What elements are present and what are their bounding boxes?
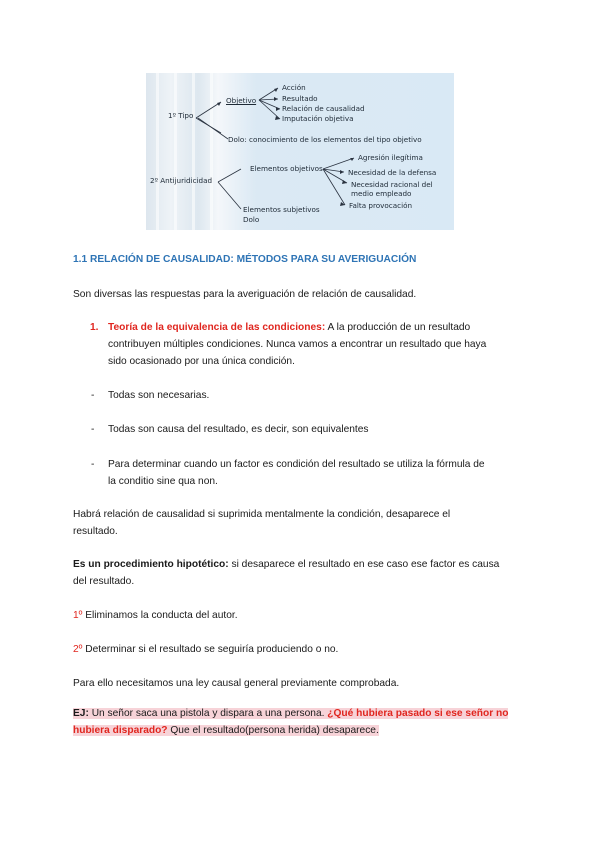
item-number: 1. bbox=[90, 322, 99, 333]
example-answer: Que el resultado(persona herida) desaparece. bbox=[167, 725, 379, 736]
label-resultado: Resultado bbox=[282, 94, 318, 103]
paragraph-line: resultado. bbox=[73, 526, 118, 537]
bullet-item: Para determinar cuando un factor es condición del resultado se utiliza la fórmula de bbox=[108, 459, 485, 470]
label-necesidad-racional: Necesidad racional del bbox=[351, 180, 433, 189]
theory-of-crime-diagram bbox=[146, 73, 454, 230]
item1-line2: contribuyen múltiples condiciones. Nunca vamos a encontrar un resultado que haya bbox=[108, 339, 487, 350]
step-text: Eliminamos la conducta del autor. bbox=[82, 610, 238, 621]
label-elementos-subjetivos: Elementos subjetivos bbox=[243, 205, 320, 214]
paragraph-line: Para ello necesitamos una ley causal general previamente comprobada. bbox=[73, 678, 400, 689]
item1-title: Teoría de la equivalencia de las condiciones: bbox=[108, 322, 326, 333]
label-dolo: Dolo bbox=[243, 215, 260, 224]
bullet-item-continued: la conditio sine qua non. bbox=[108, 476, 218, 487]
label-elementos-objetivos: Elementos objetivos bbox=[250, 164, 323, 173]
label-tipo1: 1º Tipo bbox=[168, 111, 194, 120]
example-question: hubiera disparado? bbox=[73, 725, 168, 736]
intro-paragraph: Son diversas las respuestas para la averiguación de relación de causalidad. bbox=[73, 289, 417, 300]
label-dolo-conocimiento: Dolo: conocimiento de los elementos del tipo objetivo bbox=[228, 135, 422, 144]
step-2 bbox=[73, 642, 338, 658]
bullet-item: Todas son necesarias. bbox=[108, 390, 210, 401]
step-1 bbox=[73, 608, 238, 624]
item1-line1 bbox=[108, 320, 470, 336]
section-heading: 1.1 RELACIÓN DE CAUSALIDAD: MÉTODOS PARA SU AVERIGUACIÓN bbox=[73, 254, 417, 265]
step-number: 2º bbox=[73, 644, 83, 655]
example-line2 bbox=[73, 723, 379, 739]
label-medio-empleado: medio empleado bbox=[351, 189, 412, 198]
label-relacion: Relación de causalidad bbox=[282, 104, 365, 113]
paragraph-text: si desaparece el resultado en ese caso ese factor es causa bbox=[228, 559, 500, 570]
label-necesidad-defensa: Necesidad de la defensa bbox=[348, 168, 437, 177]
bullet-dash: - bbox=[91, 424, 95, 435]
bullet-dash: - bbox=[91, 459, 95, 470]
example-text: Un señor saca una pistola y dispara a una persona. bbox=[88, 708, 328, 719]
bullet-dash: - bbox=[91, 390, 95, 401]
label-imputacion: Imputación objetiva bbox=[282, 114, 354, 123]
paragraph-line: Habrá relación de causalidad si suprimida mentalmente la condición, desaparece el bbox=[73, 509, 451, 520]
paragraph-line: del resultado. bbox=[73, 576, 135, 587]
bold-lead: Es un procedimiento hipotético: bbox=[73, 559, 229, 570]
label-falta-provocacion: Falta provocación bbox=[349, 201, 413, 210]
bullet-item: Todas son causa del resultado, es decir, son equivalentes bbox=[108, 424, 369, 435]
label-agresion: Agresión ilegítima bbox=[358, 153, 423, 162]
step-text: Determinar si el resultado se seguiría produciendo o no. bbox=[82, 644, 339, 655]
label-tipo2: 2º Antijuridicidad bbox=[150, 176, 213, 185]
example-label: EJ: bbox=[73, 708, 89, 719]
paragraph-line bbox=[73, 557, 499, 573]
item1-line1-text: A la producción de un resultado bbox=[325, 322, 471, 333]
example-line1 bbox=[73, 706, 508, 722]
label-accion: Acción bbox=[282, 83, 306, 92]
example-question: ¿Qué hubiera pasado si ese señor no bbox=[327, 708, 509, 719]
step-number: 1º bbox=[73, 610, 83, 621]
label-objetivo: Objetivo bbox=[226, 96, 257, 105]
item1-line3: sido ocasionado por una única condición. bbox=[108, 356, 295, 367]
